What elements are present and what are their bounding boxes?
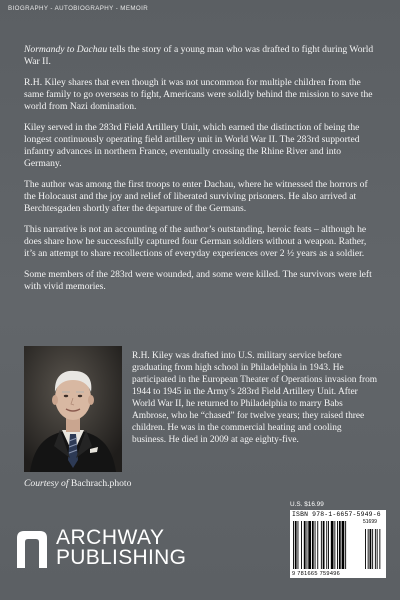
book-description bbox=[24, 44, 376, 302]
publisher-name bbox=[56, 528, 186, 568]
description-paragraph-2: R.H. Kiley shares that even though it was not uncommon for multiple children from the same family to go overseas to fight, Americans were solidly behind the mission to save the world from Nazi domination. bbox=[24, 77, 373, 112]
category-label: BIOGRAPHY - AUTOBIOGRAPHY - MEMOIR bbox=[8, 5, 149, 12]
ean-digits: 9 781665 759496 bbox=[292, 571, 341, 577]
author-bio: R.H. Kiley was drafted into U.S. military service before graduating from high school in Philadelphia in 1943. He participated in the European Theater of Operations invasion from 1944 to 1945 in the Army’s 283rd Field Artillery Unit. After World War II, he returned to Philadelphia to marry Babs Ambrose, who he “chased” for twelve years; they raised three children. He was in the commercial heating and cooling business. He died in 2009 at age eighty-five. bbox=[132, 351, 378, 445]
description-paragraph-5: This narrative is not an accounting of the author’s outstanding, heroic feats – although he does share how he successfully captured four German soldiers without a weapon. Rather, it’s an attempt to share recollections of everyday experiences over 2 ½ years as a soldier. bbox=[24, 224, 367, 259]
archway-logo-icon bbox=[16, 530, 48, 568]
description-paragraph-3: Kiley served in the 283rd Field Artillery Unit, which earned the distinction of being the longest continuously operating field artillery unit in World War II. The 283rd supported infantry advances in northern France, eventually crossing the Rhine River and into Germany. bbox=[24, 122, 360, 169]
photo-credit-prefix: Courtesy of bbox=[24, 478, 71, 489]
publisher-name-line2: PUBLISHING bbox=[56, 546, 187, 569]
photo-credit bbox=[24, 478, 131, 489]
publisher-name-line1: ARCHWAY bbox=[56, 526, 165, 549]
description-paragraph-6: Some members of the 283rd were wounded, and some were killed. The survivors were left with vivid memories. bbox=[24, 269, 372, 292]
description-paragraph-1 bbox=[24, 44, 376, 68]
barcode bbox=[290, 510, 386, 578]
author-photo bbox=[24, 346, 122, 472]
photo-credit-name: Bachrach.photo bbox=[70, 478, 132, 489]
description-text: tells the story of a young man who was drafted to fight during World War II. bbox=[24, 44, 374, 67]
addon-digits: 51699 bbox=[363, 519, 377, 525]
price-label: U.S. $16.99 bbox=[290, 501, 324, 508]
book-title: Normandy to Dachau bbox=[24, 44, 108, 55]
description-paragraph-4: The author was among the first troops to enter Dachau, where he witnessed the horrors of the Holocaust and the joy and relief of liberated surviving prisoners. He also arrived at Berchtesgaden shortly after the departure of the Germans. bbox=[24, 179, 368, 214]
barcode-bars bbox=[293, 521, 385, 571]
publisher-logo bbox=[16, 526, 187, 572]
isbn-label: ISBN 978-1-6657-5949-6 bbox=[292, 511, 381, 518]
